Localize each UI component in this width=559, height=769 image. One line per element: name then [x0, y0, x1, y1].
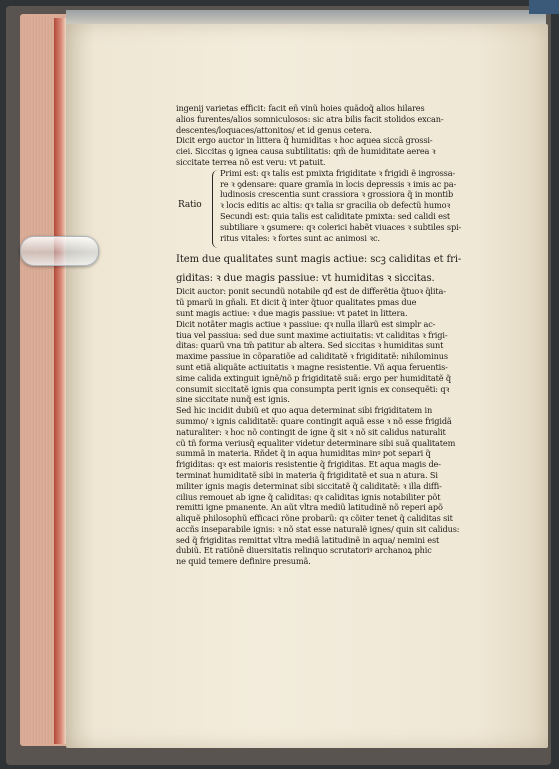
text-line: cilius remouet ab igne q̃ caliditas: qꝛ caliditas ignis notabiliter põt — [176, 491, 441, 502]
text-line: frigiditas: qꝛ est maioris resistentie q̃ frigiditas. Et aqua magis de- — [176, 459, 441, 470]
text-line: sed q̃ frigiditas remittat vltra mediã latitudinẽ in aqua/ nemini est — [176, 534, 440, 545]
text-line: ꝛ locis editis ac altis: qꝛ talia sr gracilia ob defectũ humoꝛ — [220, 200, 451, 211]
text-line: tũ pmarũ in gñali. Et dicit q̃ inter q̃tuor qualitates pmas due — [176, 297, 417, 308]
section-heading: giditas: ꝛ due magis passiue: vt humiditas ꝛ siccitas. — [176, 273, 435, 285]
text-line: terminat humiditatẽ sibi in materia q̃ frigiditatẽ et sua n atura. Si — [176, 469, 438, 480]
text-line: sime calida extinguit ignẽ/nõ p frigiditatẽ suã: ergo per humiditatẽ q̃ — [176, 372, 451, 383]
text-line: Dicit notãter magis actiue ꝛ passiue: qꝛ nulla illarũ est simplr ac- — [176, 318, 436, 329]
text-line: dubiũ. Et ratiõnẽ diuersitatis relinquo scrutatoriꝰ archanoꝝ phic — [176, 545, 432, 556]
text-line: remitti igne pmanente. An aũt vltra mediũ latitudinẽ nõ reperi apõ — [176, 502, 443, 513]
text-line: naturaliter: ꝛ hoc nõ contingit de igne q̃ sit ꝛ nõ sit calidus naturalit — [176, 426, 446, 437]
text-line: ingenij varietas efficit: facit eñ vinũ hoies quãdoq̃ alios hilares — [176, 103, 425, 113]
text-line: sine siccitate nunq̃ est ignis. — [176, 394, 290, 405]
text-line: summo/ ꝛ ignis caliditatẽ: quare contingit aquã esse ꝛ nõ esse frigidã — [176, 415, 452, 426]
text-line: ditas: quarũ vna tm̃ patitur ab altera. Sed siccitas ꝛ humiditas sunt — [176, 340, 444, 351]
text-line: ludinosis crescentia sunt crassiora ꝛ grossiora q̃ in montib — [220, 189, 454, 200]
text-line: aliquẽ philosophũ efficaci rõne probarũ: qꝛ cõiter tenet q̃ caliditas sit — [176, 513, 453, 524]
text-line: Sed hic incidit dubiũ et quo aqua determinat sibi frigiditatem in — [176, 405, 433, 416]
text-line: cũ tñ forma veriusq̃ equaliter videtur determinare sibi suã qualitatem — [176, 437, 456, 448]
text-line: ne quid temere definire presumã. — [176, 556, 311, 567]
paragraph-body — [176, 286, 516, 567]
text-line: militer ignis magis determinat sibi siccitatẽ q̃ caliditatẽ: ꝛ illa diffi- — [176, 480, 442, 491]
text-line: subtiliare ꝛ ꝯsumere: qꝛ colerici habẽt viuaces ꝛ subtiles spi- — [220, 221, 462, 232]
page-clip-icon — [20, 236, 99, 266]
text-line: re ꝛ ꝯdensare: quare gramĩa in locis depressis ꝛ imis ac pa- — [220, 178, 457, 189]
ratio-label: Ratio — [178, 199, 202, 210]
text-line: sunt magis actiue: ꝛ due magis passiue: vt patet in littera. — [176, 307, 408, 318]
section-heading: Item due qualitates sunt magis actiue: scꝫ caliditas et fri- — [176, 254, 462, 266]
ratio-block — [176, 168, 516, 244]
text-line: Dicit ergo auctor in littera q̃ humiditas ꝛ hoc aquea siccã grossi- — [176, 135, 433, 146]
paragraph-intro — [176, 103, 516, 168]
text-line: accñs inseparabile ignis: ꝛ nõ stat esse naturalẽ ignes/ quin sit calidus: — [176, 523, 460, 534]
text-line: maxime passiue in cõparatiõe ad caliditatẽ ꝛ frigiditatẽ: nihilominus — [176, 351, 448, 362]
corner-tab — [529, 0, 559, 14]
brace-icon — [212, 170, 219, 248]
text-line: descentes/loquaces/attonitos/ et id genus cetera. — [176, 124, 372, 135]
text-line: tiua vel passiua: sed due sunt maxime actiuitatis: vt caliditas ꝛ frigi- — [176, 329, 448, 340]
text-line: siccitate terrea nõ est veru: vt patuit. — [176, 156, 326, 167]
text-line: summã in materia. Rñdet q̃ in aqua humiditas minꝰ pot separi q̃ — [176, 448, 431, 459]
text-line: consumit siccitatẽ ignis qua consumpta perit ignis ex consequẽti: qꝛ — [176, 383, 450, 394]
text-line: Secundi est: quia talis est caliditate pmixta: sed calidi est — [220, 210, 451, 221]
text-line: Dicit auctor: ponit secundũ notabile qđ est de differẽtia q̃tuoꝛ q̃lita- — [176, 286, 446, 297]
text-line: ciei. Siccitas ꝯ ignea causa subtilitatis: qm̃ de humiditate aerea ꝛ — [176, 146, 436, 157]
text-line: alios furentes/alios somniculosos: sic atra bilis facit stolidos excan- — [176, 113, 444, 124]
text-line: ritus vitales: ꝛ fortes sunt ac animosi ꝛc. — [220, 232, 380, 243]
red-page-edge — [54, 18, 66, 744]
page-text — [176, 103, 516, 567]
text-line: sunt etiã aliquãte actiuitatis ꝛ magne resistentie. Vñ aqua feruentis- — [176, 361, 448, 372]
text-line: Primi est: qꝛ talis est pmixta frigiditate ꝛ frigidi ẽ ingrossa- — [220, 167, 456, 178]
